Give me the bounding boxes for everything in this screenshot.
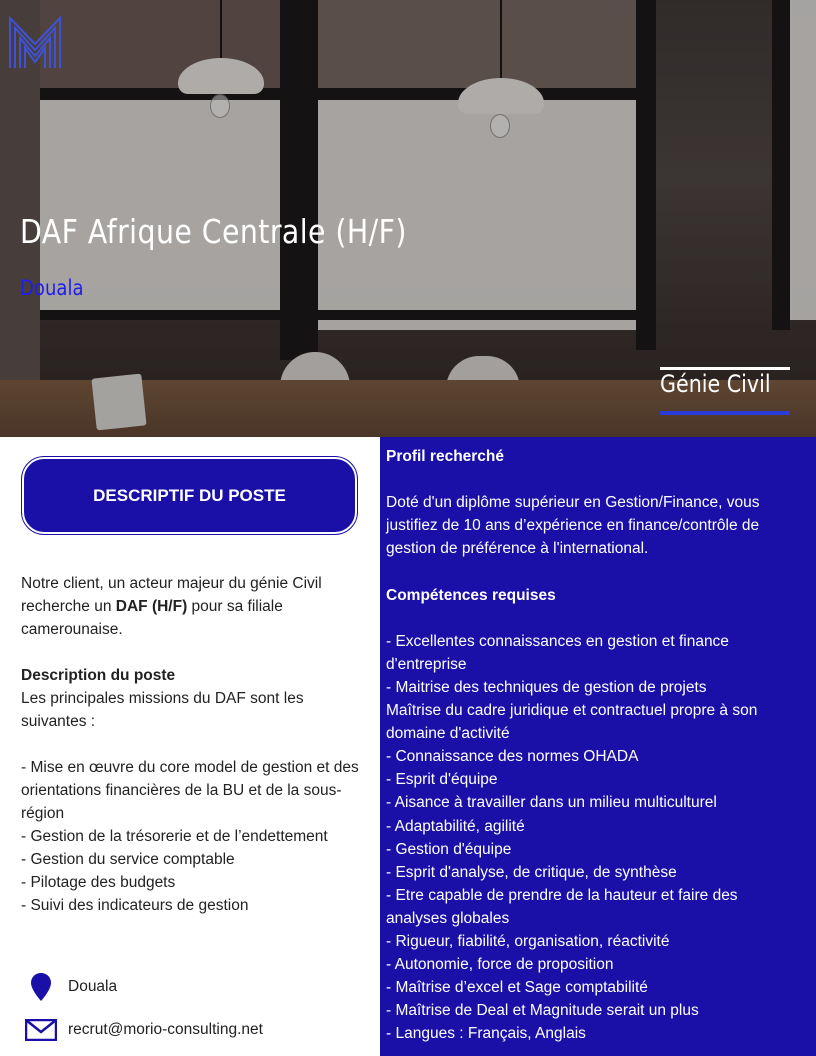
skill-item: - Connaissance des normes OHADA	[386, 748, 639, 766]
description-heading: Description du poste	[21, 667, 176, 684]
envelope-icon	[24, 1019, 58, 1041]
job-city: Douala	[20, 276, 84, 300]
mission-item: - Mise en œuvre du core model de gestion et des orientations financières de la BU et de la sous-région	[21, 759, 359, 822]
contact-location	[24, 972, 117, 1002]
map-pin-icon	[24, 972, 58, 1002]
skill-item: Maîtrise du cadre juridique et contractuel propre à son domaine d'activité	[386, 702, 758, 743]
skill-item: - Maîtrise d’excel et Sage comptabilité	[386, 979, 648, 997]
location-text: Douala	[68, 978, 118, 995]
mission-item: - Gestion de la trésorerie et de l’endettement	[21, 828, 328, 845]
mission-item: - Suivi des indicateurs de gestion	[21, 897, 249, 914]
contact-email	[24, 1019, 263, 1041]
skill-item: - Gestion d'équipe	[386, 840, 512, 858]
description-intro: Les principales missions du DAF sont les suivantes :	[21, 690, 304, 730]
skill-item: - Esprit d'équipe	[386, 771, 498, 789]
profile-heading: Profil recherché	[386, 448, 505, 465]
sector-label: Génie Civil	[660, 370, 771, 398]
job-description	[21, 572, 366, 917]
skill-item: - Autonomie, force de proposition	[386, 956, 614, 974]
skill-item: - Excellentes connaissances en gestion et finance d'entreprise	[386, 632, 729, 673]
job-title: DAF Afrique Centrale (H/F)	[20, 212, 407, 251]
profile-text: Doté d'un diplôme supérieur en Gestion/Finance, vous justifiez de 10 ans d’expérience en finance/contrôle de gestion de préférence à l'international.	[386, 494, 760, 558]
skill-item: - Aisance à travailler dans un milieu multiculturel	[386, 794, 717, 812]
skills-heading: Compétences requises	[386, 586, 556, 604]
skill-item: - Adaptabilité, agilité	[386, 817, 525, 835]
m-monogram-logo	[6, 14, 64, 70]
intro-role: DAF (H/F)	[115, 598, 188, 615]
skill-item: - Etre capable de prendre de la hauteur et faire des analyses globales	[386, 886, 738, 927]
skill-item: - Esprit d'analyse, de critique, de synthèse	[386, 863, 677, 881]
sector-underline	[660, 411, 790, 415]
intro-suffix: pour sa filiale camerounaise.	[21, 598, 283, 638]
mission-item: - Gestion du service comptable	[21, 851, 235, 868]
skill-item: - Maitrise des techniques de gestion de projets	[386, 678, 707, 696]
intro-prefix: Notre client, un acteur majeur du génie Civil recherche un	[21, 575, 322, 615]
mission-item: - Pilotage des budgets	[21, 874, 176, 891]
skill-item: - Langues : Français, Anglais	[386, 1025, 586, 1043]
intro-paragraph	[21, 572, 366, 641]
descriptif-du-poste-button[interactable]: DESCRIPTIF DU POSTE	[22, 457, 357, 534]
profile-content	[386, 445, 796, 1045]
email-link[interactable]: recrut@morio-consulting.net	[68, 1021, 263, 1038]
skill-item: - Maîtrise de Deal et Magnitude serait un plus	[386, 1002, 699, 1020]
skill-item: - Rigueur, fiabilité, organisation, réactivité	[386, 932, 670, 950]
